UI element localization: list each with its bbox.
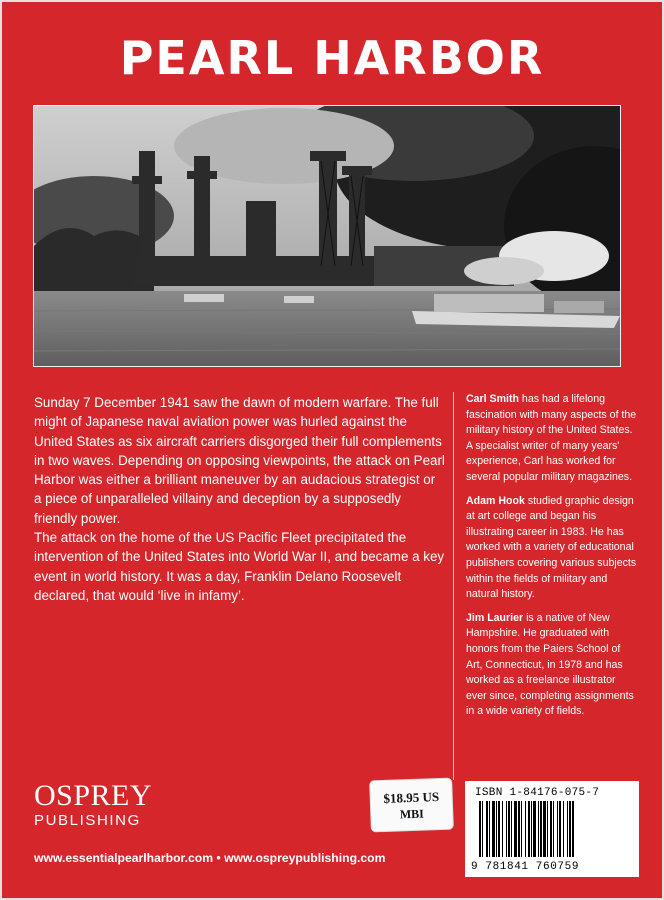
barcode-bar (540, 801, 542, 857)
barcode-bar (521, 801, 522, 857)
barcode-box (465, 781, 639, 877)
bio-adam-hook (466, 494, 638, 603)
barcode-bar (479, 801, 481, 857)
bio-text: is a native of New Hampshire. He graduated with honors from the Paiers School of Art, Connecticut, in 1978 and has worked as a freelance illustrator ever since, completing assignments in a wide variety of fields. (466, 611, 634, 718)
barcode-bar (525, 801, 526, 857)
barcode-bar (538, 801, 539, 857)
ean-digits: 9 781841 760759 (471, 861, 580, 873)
price-text: $18.95 US (383, 789, 440, 806)
barcode-bar (506, 801, 507, 857)
battleships-burning-photo (33, 105, 621, 367)
bio-text: has had a lifelong fascination with many aspects of the military history of the United States. A specialist writer of many years' experience, Carl has worked for several popular military magazines. (466, 393, 637, 483)
barcode-bar (508, 801, 510, 857)
barcode-bar (531, 801, 532, 857)
osprey-publishing-logo (34, 781, 154, 831)
barcode-bar (559, 801, 561, 857)
barcode-bar (528, 801, 530, 857)
barcode-bar (557, 801, 558, 857)
description-paragraph-2: The attack on the home of the US Pacific Fleet precipitated the intervention of the United States into World War II, and became a key event in world history. It was a day, Franklin Delano Roosevelt declared, that would ‘live in infamy’. (34, 530, 445, 603)
barcode-bar (553, 801, 554, 857)
barcode-bar (543, 801, 546, 857)
bio-text: studied graphic design at art college and began his illustrating career in 1983. He has worked with a variety of educational publishers covering various subjects within the fields of military and natural history. (466, 494, 637, 601)
barcode-bar (502, 801, 503, 857)
barcode-bar (533, 801, 536, 857)
barcode-bar (498, 801, 500, 857)
bio-name: Adam Hook (466, 494, 525, 507)
barcode-bar (496, 801, 497, 857)
logo-main-text: OSPREY (34, 779, 153, 812)
column-divider (453, 392, 454, 780)
price-sticker (370, 779, 453, 832)
bio-jim-laurier (466, 611, 638, 720)
bio-name: Jim Laurier (466, 611, 524, 624)
barcode-bar (572, 801, 574, 857)
barcode-bar (550, 801, 552, 857)
barcode-bar (486, 801, 488, 857)
barcode-bar (547, 801, 548, 857)
isbn-text: ISBN 1-84176-075-7 (475, 787, 600, 799)
barcode-bar (518, 801, 520, 857)
barcode-icon (465, 801, 639, 859)
barcode-bar (567, 801, 568, 857)
book-description (34, 393, 446, 605)
footer-websites: www.essentialpearlharbor.com • www.ospreypublishing.com (34, 851, 386, 865)
barcode-bar (569, 801, 571, 857)
barcode-bar (511, 801, 512, 857)
barcode-bar (489, 801, 490, 857)
barcode-bar (482, 801, 483, 857)
logo-sub-text: PUBLISHING (34, 812, 141, 829)
barcode-bar (514, 801, 517, 857)
description-paragraph-1: Sunday 7 December 1941 saw the dawn of modern warfare. The full might of Japanese naval aviation power was hurled against the United States as six aircraft carriers disgorged their full complements in two waves. Depending on opposing viewpoints, the attack on Pearl Harbor was either a brilliant maneuver by an audacious strategist or a piece of unparalleled villainy and deception by a supposedly friendly power. (34, 395, 445, 526)
book-title: PEARL HARBOR (119, 31, 545, 85)
barcode-bar (492, 801, 495, 857)
contributor-bios (466, 392, 638, 728)
bio-carl-smith (466, 392, 638, 486)
barcode-bar (563, 801, 564, 857)
bio-name: Carl Smith (466, 393, 519, 405)
price-code: MBI (399, 806, 425, 822)
